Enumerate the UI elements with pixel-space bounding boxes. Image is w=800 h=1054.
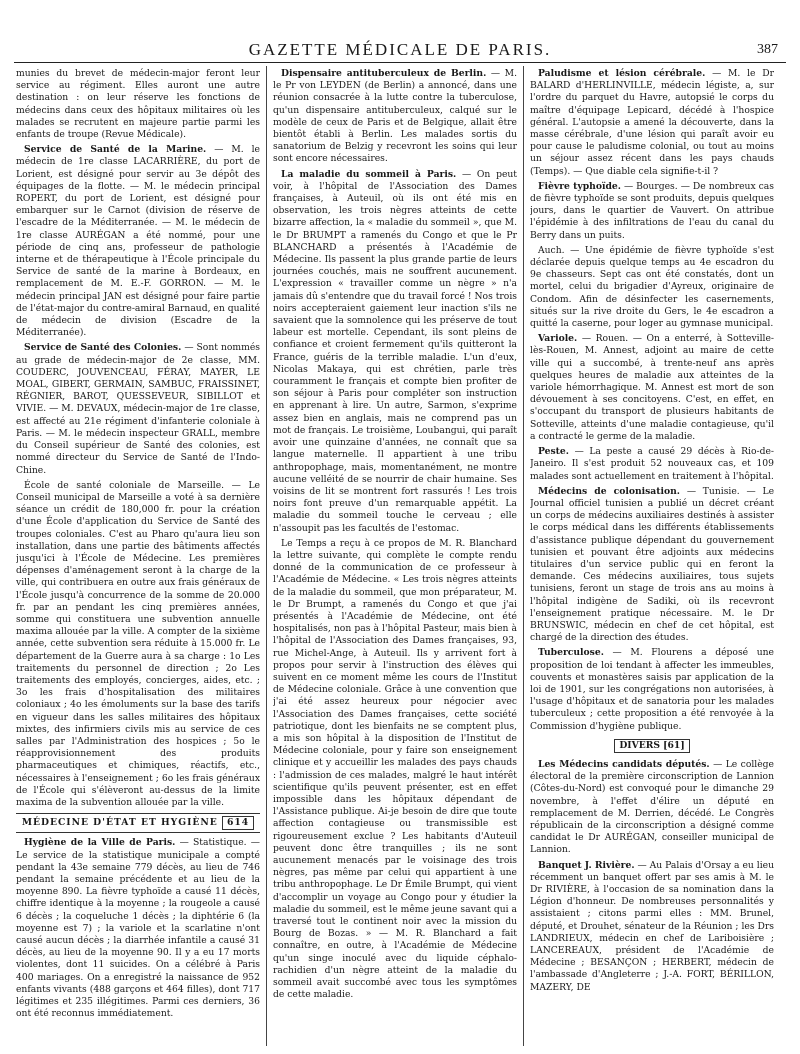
section-box: DIVERS [61]: [614, 739, 689, 753]
article-text: — Le collège électoral de la première circonscription de Lannion (Côtes-du-Nord) est convoqué pour le dimanche 29 novembre, à l'effet d'élire un député en remplacement de M. Derrien, décédé. Le Congrès républicain de la circonscription a désigné comme candidat le Dr AURÉGAN, conseiller municipal de Lannion.: [530, 758, 774, 856]
article-text: — M. le Pr von LEYDEN (de Berlin) a annoncé, dans une réunion consacrée à la lutte contre la tuberculose, qu'un dispensaire antituberculeux, calqué sur le modèle de ceux de Paris et de Belgique, allait être bientôt établi à Berlin. Les malades sortis du sanatorium de Belzig y recevront les soins qui leur sont encore nécessaires.: [273, 68, 517, 165]
column-divider: [523, 66, 524, 1046]
paragraph: munies du brevet de médecin-major feront leur service au régiment. Elles auront une autre destination : on leur réserve les fonctions de médecins dans ceux des hôpitaux militaires où les malades se recrutent en majeure partie parmi les enfants de troupe (Revue Médicale).: [16, 68, 260, 141]
article-heading: Les Médecins candidats députés.: [538, 758, 710, 770]
article-text: — M. Flourens a déposé une proposition de loi tendant à affecter les immeubles, couvents et monastères saisis par application de la loi de 1901, sur les congrégations non autorisées, à l'usage d'hôpitaux et de sanatoria pour les malades tuberculeux ; cette proposition a été renvoyée à la Commission d'hygiène publique.: [530, 647, 774, 732]
page-number: 387: [757, 42, 778, 57]
article: [530, 486, 774, 645]
paragraph: Le Temps a reçu à ce propos de M. R. Blanchard la lettre suivante, qui complète le compte rendu donné de la communication de ce professeur à l'Académie de Médecine. « Les trois nègres atteints de la maladie du sommeil, que mon préparateur, M. le Dr Brumpt, a ramenés du Congo et que j'ai présentés à l'Académie de Médecine, ont été hospitalisés, non pas à l'hôpital Pasteur, mais bien à l'hôpital de l'Association des Dames françaises, 93, rue Michel-Ange, à Auteuil. Ils y arrivent fort à propos pour servir à l'instruction des élèves qui suivent en ce moment même les cours de l'Institut de Médecine coloniale. Grâce à une convention que j'ai été assez heureux pour négocier avec l'Association des Dames françaises, cette société patriotique, dont les bienfaits ne se comptent plus, a mis son hôpital à la disposition de l'Institut de Médecine coloniale, pour y faire son enseignement clinique et y accueillir les malades des pays chauds : l'admission de ces malades, malgré le haut intérêt scientifique qu'ils peuvent présenter, est en effet impossible dans les hôpitaux dépendant de l'Assistance publique. Ai-je besoin de dire que toute affection contagieuse ou transmissible est rigoureusement exclue ? Les habitants d'Auteuil peuvent donc être tranquilles ; ils ne sont aucunement menacés par le voisinage des trois nègres, pas même par celui qui appartient à une tribu anthropophage. Le Dr Émile Brumpt, qui vient d'accomplir un voyage au Congo pour y étudier la maladie du sommeil, est le même jeune savant qui a traversé tout le continent noir avec la mission du Bourg de Bozas. » — M. R. Blanchard a fait connaître, en outre, à l'Académie de Médecine qu'un singe inoculé avec du liquide céphalo-rachidien d'un nègre atteint de la maladie du sommeil avait succombé avec tous les symptômes de cette maladie.: [273, 537, 517, 1001]
column-3: [530, 68, 774, 1048]
article: [530, 759, 774, 857]
article-heading: Dispensaire antituberculeux de Berlin.: [281, 68, 487, 79]
article-heading: Peste.: [538, 446, 569, 458]
article-text: — Tunisie. — Le Journal officiel tunisien a publié un décret créant un corps de médecins auxiliaires destinés à assister le corps médical dans les différents établissements d'assistance publique dépendant du gouvernement tunisien et pouvant être adjoints aux médecins titulaires d'un service public qui en feront la demande. Ces médecins auxiliaires, tous sujets tunisiens, feront un stage de trois ans au moins à l'hôpital indigène de Sadiki, où ils recevront l'enseignement pratique nécessaire. M. le Dr BRUNSWIC, médecin en chef de cet hôpital, est chargé de la direction des études.: [530, 485, 774, 644]
article-heading: Service de Santé de la Marine.: [24, 144, 207, 156]
article-text: — Bourges. — De nombreux cas de fièvre typhoïde se sont produits, depuis quelques jours, dans le quartier de Vauvert. On attribue l'épidémie à des infiltrations de l'eau du canal du Berry dans un puits.: [530, 180, 774, 241]
article-heading: Service de Santé des Colonies.: [24, 342, 182, 354]
article-text: — Au Palais d'Orsay a eu lieu récemment un banquet offert par ses amis à M. le Dr RIVIÈRE, à l'occasion de sa nomination dans la Légion d'honneur. De nombreuses personnalités y assistaient ; citons parmi elles : MM. Brunel, député, et Drouhet, sénateur de la Réunion ; les Drs LANDRIEUX, médecin en chef de Lariboisière ; LANCEREAUX, président de l'Académie de Médecine ; BESANÇON ; HERBERT, médecin de l'ambassade d'Angleterre ; J.-A. FORT, BÉRILLON, MAZERY, DE: [530, 859, 774, 993]
article: [273, 169, 517, 535]
paragraph: Auch. — Une épidémie de fièvre typhoïde s'est déclarée depuis quelque temps au 4e escadron du 9e chasseurs. Sept cas ont été constatés, dont un mortel, celui du brigadier d'Ayreux, originaire de Condom. Afin de désinfecter les casernements, situés sur la rive droite du Gers, le 4e escadron a quitté la caserne, pour loger au gymnase municipal.: [530, 244, 774, 330]
article-heading: Tuberculose.: [538, 647, 604, 659]
article: [530, 333, 774, 443]
page-header: [0, 0, 800, 62]
article-heading: Paludisme et lésion cérébrale.: [538, 68, 706, 79]
section-heading: [16, 813, 260, 833]
article: [530, 446, 774, 483]
article: [530, 181, 774, 242]
article-text: — Rouen. — On a enterré, à Sotteville-lès-Rouen, M. Annest, adjoint au maire de cette ville qui a succombé, à trente-neuf ans après quelques heures de maladie aux atteintes de la variole hémorrhagique. M. Annest est mort de son dévouement à ses concitoyens. C'est, en effet, en s'occupant du transport de plusieurs habitants de Sotteville, atteints d'une maladie contagieuse, qu'il a contracté le germe de la maladie.: [530, 333, 774, 442]
paragraph: École de santé coloniale de Marseille. — Le Conseil municipal de Marseille a voté à sa dernière séance un crédit de 180,000 fr. pour la création d'une École d'application du Service de Santé des troupes coloniales. C'est au Pharo qu'aura lieu son installation, dans une partie des bâtiments affectés jusqu'ici à l'École de Médecine. Les premières dépenses d'aménagement seront à la charge de la ville, qui contribuera en outre aux frais généraux de l'École jusqu'à concurrence de la somme de 20.000 fr. par an pendant les cinq premières années, somme qui constituera une subvention annuelle maxima allouée par la ville. A compter de la sixième année, cette subvention sera réduite à 15.000 fr. Le département de la Guerre aura à sa charge : 1o Les traitements du personnel de direction ; 2o Les traitements des employés, concierges, aides, etc. ; 3o les frais d'hospitalisation des militaires coloniaux ; 4o les émoluments sur la base des tarifs en vigueur dans les salles militaires des hôpitaux mixtes, des infirmiers civils mis au service de ces salles par l'Administration des hospices ; 5o le réapprovisionnement des produits pharmaceutiques et chimiques, réactifs, etc., nécessaires à l'enseignement ; 6o les frais généraux de l'École qui s'élèveront au-dessus de la limite maxima de la subvention allouée par la ville.: [16, 479, 260, 808]
article: [273, 68, 517, 166]
column-2: [273, 68, 517, 1048]
article: [530, 860, 774, 994]
section-title: MÉDECINE D'ÉTAT ET HYGIÈNE: [21, 817, 218, 829]
article: [16, 342, 260, 476]
article-heading: Fièvre typhoïde.: [538, 180, 621, 192]
article-text: — Statistique. — Le service de la statistique municipale a compté pendant la 43e semaine 779 décès, au lieu de 746 pendant la semaine précédente et au lieu de la moyenne 890. La fièvre typhoïde a causé 11 décès, chiffre identique à la moyenne ; la rougeole a causé 6 décès ; la coqueluche 1 décès ; la diphtérie 6 (la moyenne est 7) ; la variole et la scarlatine n'ont causé aucun décès ; la diarrhée infantile a causé 31 décès, au lieu de la moyenne 90. Il y a eu 17 morts violentes, dont 11 suicides. On a célébré à Paris 400 mariages. On a enregistré la naissance de 952 enfants vivants (488 garçons et 464 filles), dont 717 légitimes et 235 illégitimes. Parmi ces derniers, 36 ont été reconnus immédiatement.: [16, 837, 260, 1020]
journal-title: GAZETTE MÉDICALE DE PARIS.: [248, 40, 552, 59]
column-1: [16, 68, 260, 1048]
article: [530, 68, 774, 178]
article-heading: Hygiène de la Ville de Paris.: [24, 837, 176, 849]
section-number: 614: [222, 816, 254, 830]
section-heading: [530, 739, 774, 753]
article-heading: Variole.: [538, 333, 578, 345]
article-heading: Banquet J. Rivière.: [538, 859, 635, 871]
article: [16, 837, 260, 1020]
article-text: — M. le médecin de 1re classe LACARRIÈRE, du port de Lorient, est désigné pour servir au 3e dépôt des équipages de la flotte. — M. le médecin principal ROPERT, du port de Lorient, est désigné pour embarquer sur le Carnot (division de réserve de l'escadre de la Méditerranée. — M. le médecin de 1re classe AURÉGAN a été nommé, pour une période de cinq ans, professeur de pathologie interne et de thérapeutique à l'École principale du Service de santé de la marine à Bordeaux, en remplacement de M. E.-F. GORRON. — M. le médecin principal JAN est désigné pour faire partie de l'état-major du contre-amiral Barnaud, en qualité de médecin de division (Escadre de la Méditerranée).: [16, 144, 260, 339]
section-number: 61: [667, 739, 681, 751]
header-rule: [14, 62, 786, 63]
section-title: DIVERS: [619, 739, 660, 751]
article: [530, 647, 774, 732]
article-text: — La peste a causé 29 décès à Rio-de-Janeiro. Il s'est produit 52 nouveaux cas, et 109 malades sont actuellement en traitement à l'hôpital.: [530, 446, 774, 482]
article-heading: La maladie du sommeil à Paris.: [281, 168, 457, 180]
article: [16, 144, 260, 339]
article-text: — On peut voir, à l'hôpital de l'Association des Dames françaises, à Auteuil, où ils ont été mis en observation, les trois nègres atteints de cette bizarre affection, la « maladie du sommeil », que M. le Dr BRUMPT a ramenés du Congo et que le Pr BLANCHARD a présentés à l'Académie de Médecine. Ils passent la plus grande partie de leurs journées couchés, mais ne souffrent aucunement. L'expression « travailler comme un nègre » n'a jamais dû s'entendre que du travail forcé ! Nos trois noirs accepteraient gaiement leur inaction s'ils ne savaient que la somnolence qui les préserve de tout labeur est mortelle. Cependant, ils sont pleins de confiance et croient fermement qu'ils quitteront la France, guéris de la terrible maladie. L'un d'eux, Nicolas Makaya, qui est chrétien, parle très couramment le français et compte bien profiter de son séjour à Paris pour compléter son instruction en apprenant à lire. Un autre, Sarmon, s'exprime assez bien en anglais, mais ne comprend pas un mot de français. Le troisième, Loubangui, qui paraît avoir une quinzaine d'années, ne connaît que sa langue maternelle. Il appartient à une tribu anthropophage, mais, momentanément, ne montre aucune velléité de se nourrir de chair humaine. Ses voisins de lit se montrent fort rassurés ! Les trois noirs font preuve d'un remarquable appétit. La maladie du sommeil touche le cerveau ; elle n'assoupit pas les facultés de l'estomac.: [273, 168, 517, 534]
article-heading: Médecins de colonisation.: [538, 485, 681, 497]
article-text: — Sont nommés au grade de médecin-major de 2e classe, MM. COUDERC, JOUVENCEAU, FÉRAY, MAYER, LE MOAL, GIBERT, GERMAIN, SAMBUC, FRAISSINET, RÉGNIER, BAROT, QUESSEVEUR, SIBILLOT et VIVIE. — M. DEVAUX, médecin-major de 1re classe, est affecté au 21e régiment d'infanterie coloniale à Paris. — M. le médecin inspecteur GRALL, membre du Conseil supérieur de Santé des colonies, est nommé directeur du Service de Santé de l'Indo-Chine.: [16, 342, 260, 476]
column-divider: [266, 66, 267, 1046]
article-text: — M. le Dr BALARD d'HERLINVILLE, médecin légiste, a, sur l'ordre du parquet du Havre, autopsié le corps du maître d'équipage Lepicard, décédé à l'hospice général. L'autopsie a amené la découverte, dans la masse cérébrale, d'une lésion qui paraît avoir eu pour cause le paludisme colonial, ou tout au moins un séjour assez récent dans les pays chauds (Temps). — Que diable cela signifie-t-il ?: [530, 68, 774, 177]
